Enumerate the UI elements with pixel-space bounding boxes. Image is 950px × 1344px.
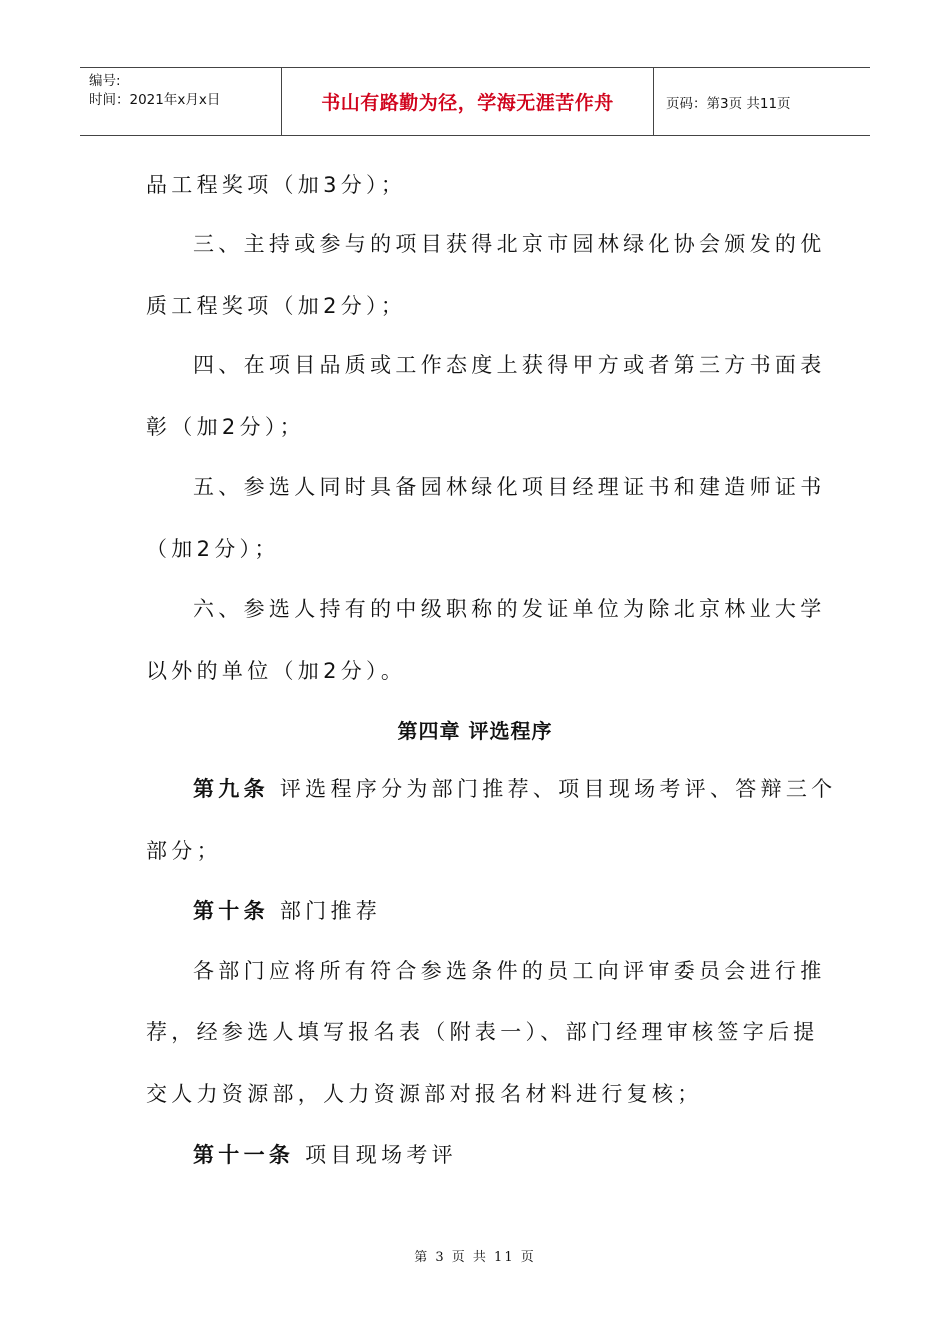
header-motto-cell (282, 68, 654, 135)
body-line: 部分； (146, 839, 222, 863)
article-11-title: 第十一条 (193, 1143, 295, 1167)
header-page-number: 页码：第3页 共11页 (666, 95, 791, 112)
article-10-text: 部门推荐 (268, 899, 382, 923)
body-line: 质工程奖项（加2分）； (146, 294, 407, 318)
body-line: 三、主持或参与的项目获得北京市园林绿化协会颁发的优 (193, 232, 826, 256)
body-line: 六、参选人持有的中级职称的发证单位为除北京林业大学 (193, 597, 826, 621)
header-motto: 书山有路勤为径，学海无涯苦作舟 (321, 92, 614, 114)
article-10 (193, 896, 381, 926)
body-line: 四、在项目品质或工作态度上获得甲方或者第三方书面表 (193, 353, 826, 377)
page-header (80, 67, 870, 136)
chapter-heading: 第四章 评选程序 (397, 719, 553, 743)
article-11-text: 项目现场考评 (294, 1143, 457, 1167)
document-number-label: 编号: (89, 73, 121, 89)
article-9-text: 评选程序分为部门推荐、项目现场考评、答辩三个 (268, 777, 837, 801)
document-time-label: 时间：2021年x月x日 (89, 92, 221, 108)
article-10-title: 第十条 (193, 899, 269, 923)
body-line: 交人力资源部，人力资源部对报名材料进行复核； (146, 1082, 703, 1106)
article-9-title: 第九条 (193, 777, 269, 801)
article-11 (193, 1140, 457, 1170)
body-line: 以外的单位（加2分）。 (146, 659, 407, 683)
page-footer: 第 3 页 共 11 页 (414, 1250, 536, 1265)
body-line: 彰（加2分）； (146, 415, 305, 439)
body-line: （加2分）； (146, 537, 280, 561)
body-line: 各部门应将所有符合参选条件的员工向评审委员会进行推 (193, 959, 826, 983)
body-line: 五、参选人同时具备园林绿化项目经理证书和建造师证书 (193, 475, 826, 499)
header-page-cell (654, 68, 870, 135)
article-9 (193, 774, 836, 804)
body-line: 荐，经参选人填写报名表（附表一）、部门经理审核签字后提 (146, 1020, 819, 1044)
body-line: 品工程奖项（加3分）； (146, 173, 407, 197)
header-meta (80, 68, 282, 135)
